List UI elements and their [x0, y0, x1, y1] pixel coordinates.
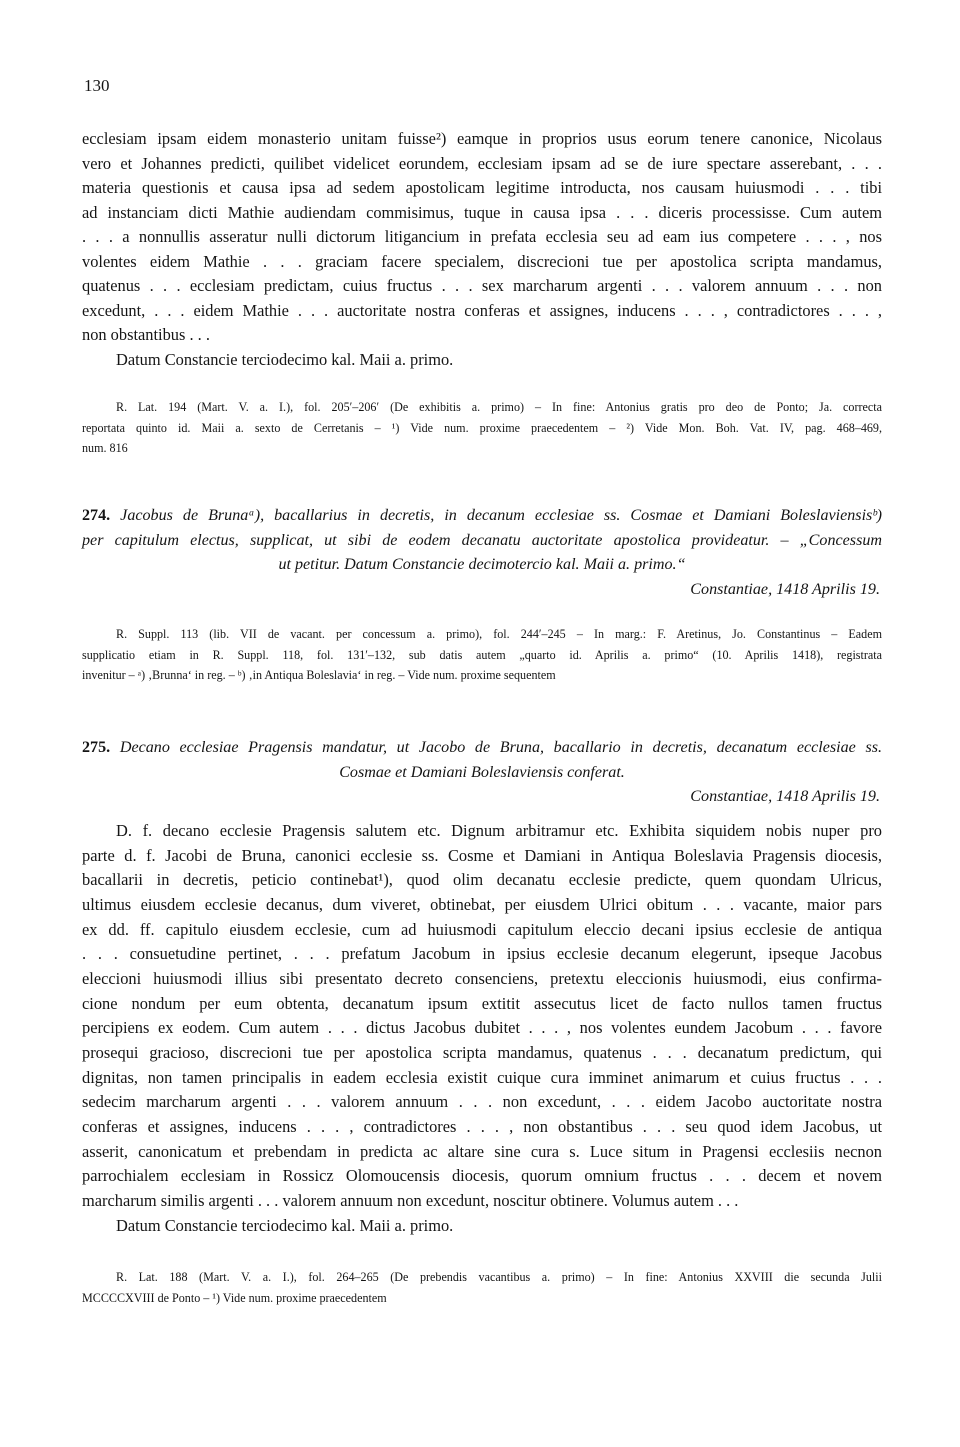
- body-line: non obstantibus . . .: [82, 325, 210, 344]
- entry-heading-text: Decano ecclesiae Pragensis mandatur, ut Jacobo de Bruna, bacallario in decretis, decanatum ecclesiae ss.: [119, 739, 882, 756]
- body-line: percipiens ex eodem. Cum autem . . . dictus Jacobus dubitet . . . , nos volentes eundem Jacobum . . . favore: [82, 1018, 882, 1038]
- note-line: num. 816: [82, 441, 128, 455]
- note-line: supplicatio etiam in R. Suppl. 118, fol. 131′–132, sub datis autem „quarto id. Aprilis a. primo“ (10. Aprilis 1418), registrata: [82, 647, 882, 662]
- body-line: cione nondum per eum obtenta, decanatum ipsum extitit assecutus licet de facto nullos tamen fructus: [82, 993, 882, 1013]
- body-line: quatenus . . . ecclesiam predictam, cuius fructus . . . sex marcharum argenti . . . valorem annuum . . . non: [82, 276, 882, 295]
- entry-number: 274.: [82, 507, 111, 524]
- body-line: volentes eidem Mathie . . . graciam facere specialem, discrecioni tue per apostolica scripta mandamus,: [82, 251, 882, 271]
- body-line: D. f. decano ecclesie Pragensis salutem etc. Dignum arbitramur etc. Exhibita siquidem nobis nuper pro: [116, 821, 882, 840]
- text-block-275: [82, 819, 882, 1238]
- entry-number: 275.: [82, 739, 111, 756]
- entry-heading-line: [82, 736, 882, 761]
- body-line: conferas et assignes, inducens . . . , contradictores . . . , non obstantibus . . . seu quod idem Jacobus, ut: [82, 1116, 882, 1136]
- body-line: sedecim marcharum argenti . . . valorem annuum . . . non excedunt, . . . eidem Jacobo auctoritate nostra: [82, 1092, 882, 1112]
- body-line: ultimus eiusdem ecclesie decanus, dum viveret, obtinebat, per eiusdem Ulrici obitum . . . vacante, maior pars: [82, 894, 882, 914]
- source-note: [82, 624, 882, 686]
- body-line: vero et Johannes predicti, quilibet videlicet eorundem, ecclesiam ipsam ad se de iure spectare asserebant, . . .: [82, 153, 882, 173]
- note-line: R. Lat. 188 (Mart. V. a. I.), fol. 264–265 (De prebendis vacantibus a. primo) – In fine: Antonius XXVIII die secunda Julii: [116, 1270, 882, 1284]
- entry-heading-line: ut petitur. Datum Constancie decimotercio kal. Maii a. primo.“: [278, 556, 686, 573]
- date-line: Datum Constancie terciodecimo kal. Maii a. primo.: [116, 349, 454, 369]
- body-line: asserit, canonicatum et prebendam in predicta ac altare sine cura s. Luce situm in Pragensi ecclesiis necnon: [82, 1141, 882, 1161]
- entry-heading-line: [82, 504, 882, 529]
- body-line: ad instanciam dicti Mathie audiendam commisimus, tuque in causa ipsa . . . diceris processisse. Cum autem: [82, 202, 882, 222]
- note-line: reportata quinto id. Maii a. sexto de Cerretanis – ¹) Vide num. proxime praecedentem – ²) Vide Mon. Boh. Vat. IV, pag. 468–469,: [82, 420, 882, 435]
- entry-heading-line: Cosmae et Damiani Boleslaviensis conferat.: [339, 763, 625, 781]
- body-line: eleccioni huiusmodi illius sibi presentato decreto consenciens, pretextu eleccionis huiusmodi, eius confirma-: [82, 968, 882, 988]
- source-note: [82, 397, 882, 459]
- source-note: [82, 1267, 882, 1308]
- note-line: R. Suppl. 113 (lib. VII de vacant. per concessum a. primo), fol. 244′–245 – In marg.: F. Aretinus, Jo. Constantinus – Eadem: [116, 627, 882, 641]
- text-block-continuation: [82, 127, 882, 372]
- note-line: invenitur – ᵃ) ‚Brunna‘ in reg. – ᵇ) ‚in Antiqua Boleslavia‘ in reg. – Vide num. proxime sequentem: [82, 668, 556, 682]
- body-line: . . . consuetudine pertinet, . . . prefatum Jacobum in ipsius ecclesie decanum elegerunt, ipseque Jacobus: [82, 944, 882, 964]
- body-line: prosequi gracioso, discrecioni tue per apostolica scripta mandamus, quatenus . . . decanatum predictum, qui: [82, 1042, 882, 1062]
- page-number: 130: [84, 76, 110, 95]
- body-line: excedunt, . . . eidem Mathie . . . auctoritate nostra conferas et assignes, inducens . . . , contradictores . . . ,: [82, 300, 882, 320]
- entry-274-heading: [82, 504, 882, 602]
- body-line: . . . a nonnullis asseratur nulli dictorum litigancium in prefata ecclesia seu ad eam ius competere . . . , nos: [82, 227, 882, 246]
- entry-heading-text: Jacobus de Brunaᵃ), bacallarius in decretis, in decanum ecclesiae ss. Cosmae et Damiani Boleslaviensisᵇ): [120, 507, 882, 524]
- body-line: bacallarii in decretis, peticio continebat¹), quod olim decanatu ecclesie predicte, quem quondam Ulricus,: [82, 870, 882, 890]
- body-line: materia questionis et causa ipsa ad sedem apostolicam legitime introducta, nos causam huiusmodi . . . tibi: [82, 178, 882, 197]
- place-date: Constantiae, 1418 Aprilis 19.: [690, 580, 880, 598]
- body-line: parrochialem ecclesiam in Rossicz Olomoucensis diocesis, quorum omnium fructus . . . decem et novem: [82, 1166, 882, 1186]
- body-line: ecclesiam ipsam eidem monasterio unitam fuisse²) eamque in proprios usus eorum tenere canonice, Nicolaus: [82, 129, 882, 148]
- date-line: Datum Constancie terciodecimo kal. Maii a. primo.: [116, 1215, 454, 1235]
- place-date: Constantiae, 1418 Aprilis 19.: [690, 788, 880, 805]
- note-line: MCCCCXVIII de Ponto – ¹) Vide num. proxime praecedentem: [82, 1290, 387, 1305]
- body-line: dignitas, non tamen principalis in eadem ecclesia existit cuique cura imminet animarum et cuius fructus . . .: [82, 1067, 882, 1087]
- body-line: ex dd. ff. capitulo eiusdem ecclesie, cum ad huiusmodi capitulum eleccio decani ipsius ecclesie de antiqua: [82, 919, 882, 939]
- entry-heading-line: per capitulum electus, supplicat, ut sibi de eodem decanatu auctoritate apostolica provideatur. – „Concessum: [82, 531, 882, 549]
- body-line: parte d. f. Jacobi de Bruna, canonici ecclesie ss. Cosme et Damiani in Antiqua Boleslavia Pragensis diocesis,: [82, 845, 882, 865]
- note-line: R. Lat. 194 (Mart. V. a. I.), fol. 205′–206′ (De exhibitis a. primo) – In fine: Antonius gratis pro deo de Ponto; Ja. correcta: [116, 400, 882, 414]
- entry-275-heading: [82, 736, 882, 810]
- body-line: marcharum similis argenti . . . valorem annuum non excedunt, noscitur obtinere. Volumus autem . . .: [82, 1190, 739, 1210]
